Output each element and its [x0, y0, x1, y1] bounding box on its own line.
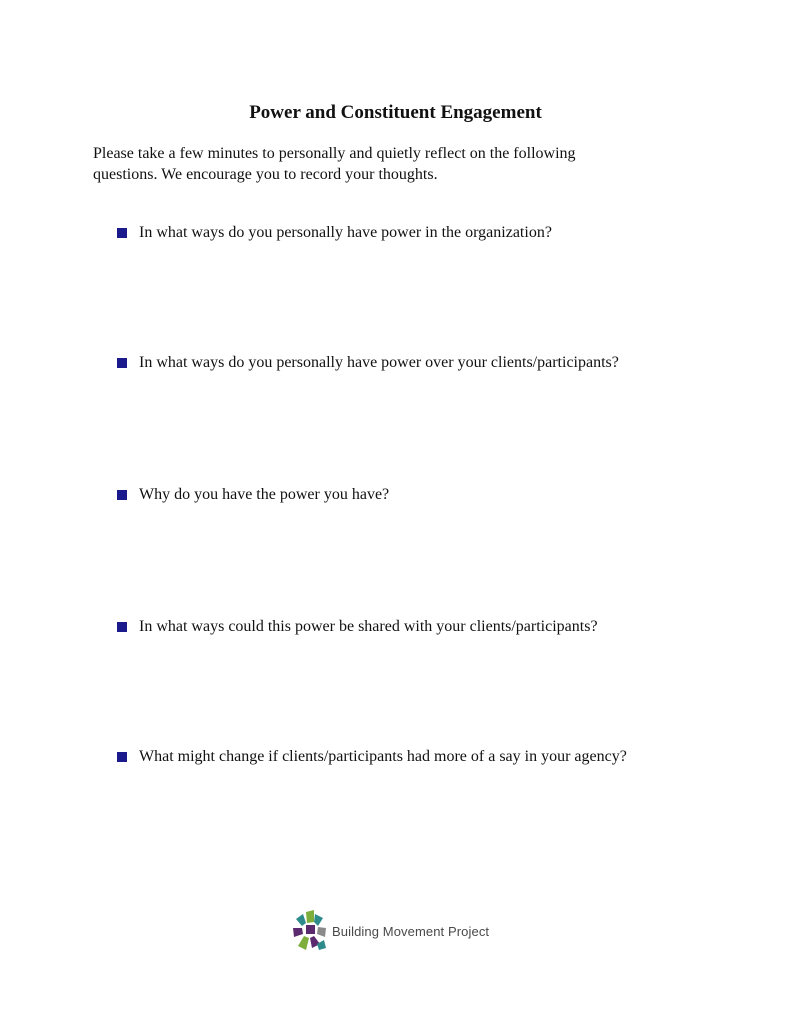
square-bullet-icon [117, 228, 127, 238]
question-item [117, 747, 627, 767]
page-title: Power and Constituent Engagement [249, 102, 542, 123]
question-text: Why do you have the power you have? [139, 486, 390, 503]
question-item [117, 617, 598, 637]
question-text: In what ways do you personally have power in the organization? [139, 224, 552, 241]
question-item [117, 223, 552, 243]
intro-line-2: questions. We encourage you to record your thoughts. [93, 166, 438, 183]
building-movement-logo-icon [292, 910, 328, 952]
question-item [117, 353, 619, 373]
square-bullet-icon [117, 358, 127, 368]
square-bullet-icon [117, 752, 127, 762]
square-bullet-icon [117, 490, 127, 500]
square-bullet-icon [117, 622, 127, 632]
footer-logo [292, 910, 489, 952]
intro-text [93, 143, 713, 185]
intro-line-1: Please take a few minutes to personally and quietly reflect on the following [93, 145, 576, 162]
question-text: In what ways could this power be shared with your clients/participants? [139, 618, 598, 635]
logo-text: Building Movement Project [332, 923, 490, 939]
question-text: In what ways do you personally have power over your clients/participants? [139, 354, 619, 371]
question-item [117, 485, 389, 505]
question-text: What might change if clients/participants had more of a say in your agency? [139, 748, 627, 765]
